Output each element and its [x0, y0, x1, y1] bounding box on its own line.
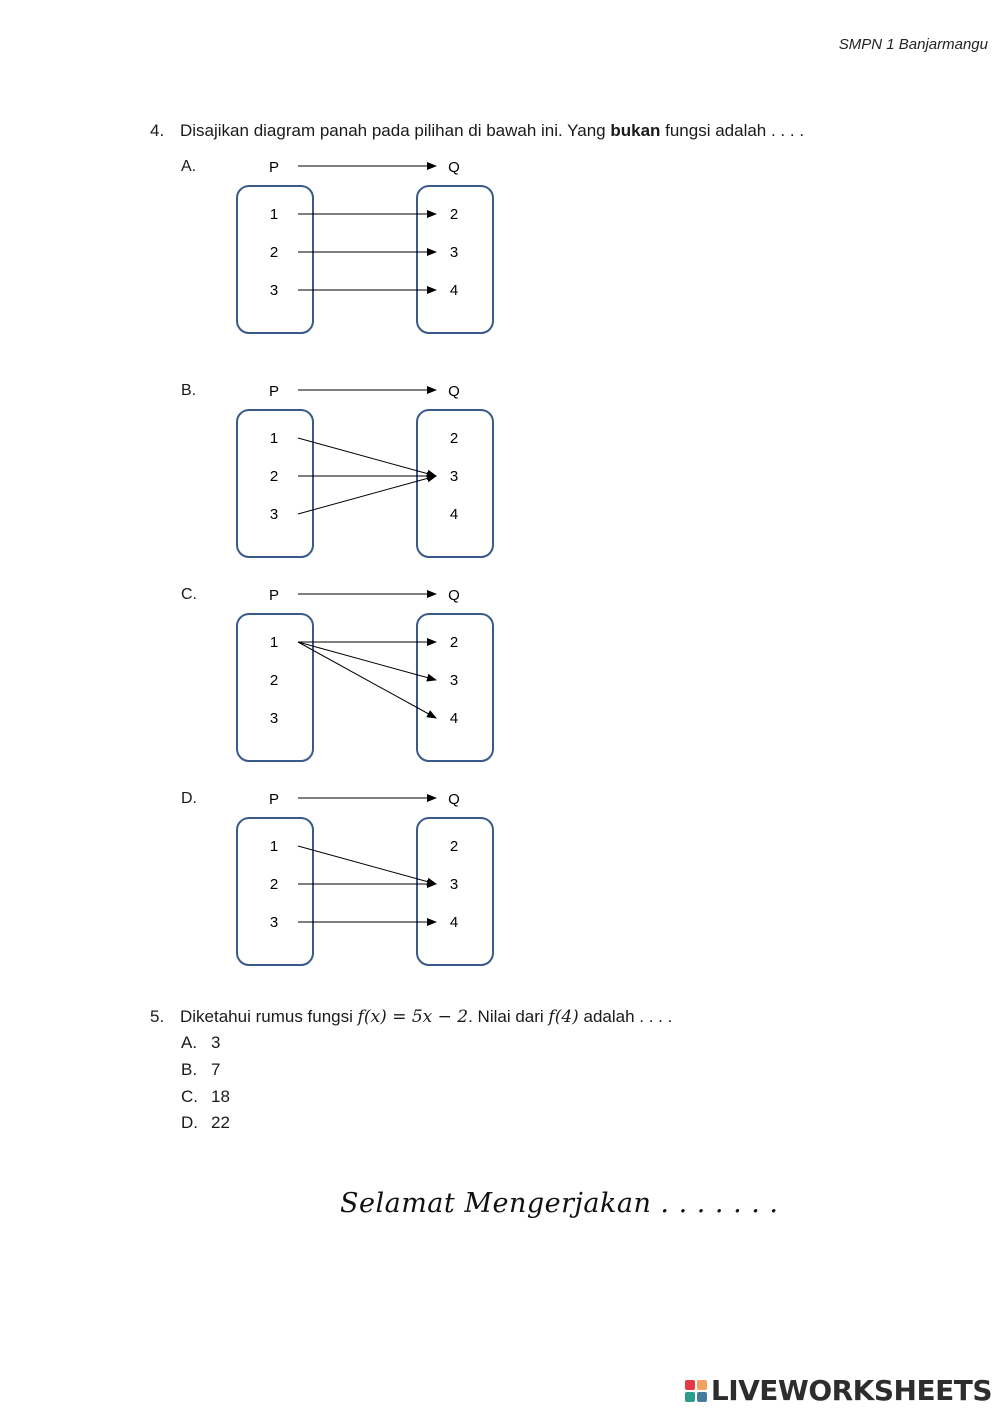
arrow-diagram-svg	[230, 578, 510, 768]
codomain-element: 3	[449, 876, 459, 893]
answer-value: 22	[211, 1113, 230, 1132]
question-number: 4.	[150, 121, 165, 140]
logo-square	[697, 1380, 707, 1390]
codomain-element: 3	[449, 244, 459, 261]
liveworksheets-logo	[685, 1374, 992, 1407]
answer-letter: D.	[181, 1113, 198, 1132]
question-5	[150, 1007, 672, 1027]
domain-element: 2	[269, 468, 279, 485]
logo-square	[697, 1392, 707, 1402]
answer-option-b	[181, 1060, 220, 1080]
question-text-bold: bukan	[610, 121, 661, 140]
codomain-element: 3	[449, 672, 459, 689]
question-text-end: fungsi adalah . . . .	[660, 121, 805, 140]
domain-label: P	[268, 587, 280, 604]
domain-element: 1	[269, 634, 279, 651]
codomain-label: Q	[448, 587, 460, 604]
codomain-element: 2	[449, 430, 459, 447]
codomain-element: 2	[449, 634, 459, 651]
question-4	[150, 121, 804, 141]
answer-letter: B.	[181, 1060, 198, 1079]
question-text-end: adalah . . . .	[578, 1007, 673, 1026]
domain-element: 3	[269, 282, 279, 299]
domain-element: 1	[269, 430, 279, 447]
logo-text: LIVEWORKSHEETS	[710, 1374, 992, 1407]
question-number: 5.	[150, 1007, 165, 1026]
arrow-diagram-a	[230, 150, 510, 340]
answer-letter: C.	[181, 1087, 198, 1106]
mapping-arrow	[298, 476, 436, 514]
answer-value: 7	[211, 1060, 221, 1079]
domain-element: 2	[269, 672, 279, 689]
school-header: SMPN 1 Banjarmangu	[838, 36, 988, 53]
closing-message: Selamat Mengerjakan . . . . . . .	[340, 1188, 779, 1219]
mapping-arrow	[298, 438, 436, 476]
option-letter-b: B.	[181, 382, 197, 399]
arrow-diagram-svg	[230, 782, 510, 972]
function-value: f(4)	[548, 1007, 579, 1027]
logo-icon	[685, 1380, 707, 1402]
answer-option-d	[181, 1113, 230, 1133]
codomain-element: 3	[449, 468, 459, 485]
arrow-diagram-c	[230, 578, 510, 768]
arrow-diagram-svg	[230, 150, 510, 340]
domain-element: 1	[269, 838, 279, 855]
codomain-label: Q	[448, 383, 460, 400]
arrow-diagram-d	[230, 782, 510, 972]
domain-element: 3	[269, 914, 279, 931]
arrow-diagram-svg	[230, 374, 510, 564]
question-text-start: Disajikan diagram panah pada pilihan di bawah ini. Yang	[180, 121, 611, 140]
answer-option-a	[181, 1033, 220, 1053]
option-letter-d: D.	[181, 790, 197, 807]
option-letter-a: A.	[181, 158, 197, 175]
question-text-start: Diketahui rumus fungsi	[180, 1007, 358, 1026]
mapping-arrow	[298, 642, 436, 718]
logo-square	[685, 1392, 695, 1402]
codomain-element: 2	[449, 206, 459, 223]
answer-letter: A.	[181, 1033, 198, 1052]
codomain-element: 4	[449, 710, 459, 727]
domain-element: 3	[269, 710, 279, 727]
option-letter-c: C.	[181, 586, 197, 603]
domain-element: 3	[269, 506, 279, 523]
codomain-element: 4	[449, 282, 459, 299]
domain-element: 1	[269, 206, 279, 223]
answer-option-c	[181, 1087, 230, 1107]
answer-value: 3	[211, 1033, 221, 1052]
domain-label: P	[268, 159, 280, 176]
codomain-element: 4	[449, 914, 459, 931]
codomain-label: Q	[448, 159, 460, 176]
question-text-mid: . Nilai dari	[468, 1007, 549, 1026]
domain-label: P	[268, 791, 280, 808]
answer-value: 18	[211, 1087, 230, 1106]
codomain-element: 4	[449, 506, 459, 523]
mapping-arrow	[298, 642, 436, 680]
codomain-element: 2	[449, 838, 459, 855]
logo-square	[685, 1380, 695, 1390]
codomain-label: Q	[448, 791, 460, 808]
mapping-arrow	[298, 846, 436, 884]
function-formula: f(x) = 5x − 2	[357, 1007, 469, 1027]
domain-element: 2	[269, 876, 279, 893]
domain-element: 2	[269, 244, 279, 261]
domain-label: P	[268, 383, 280, 400]
arrow-diagram-b	[230, 374, 510, 564]
